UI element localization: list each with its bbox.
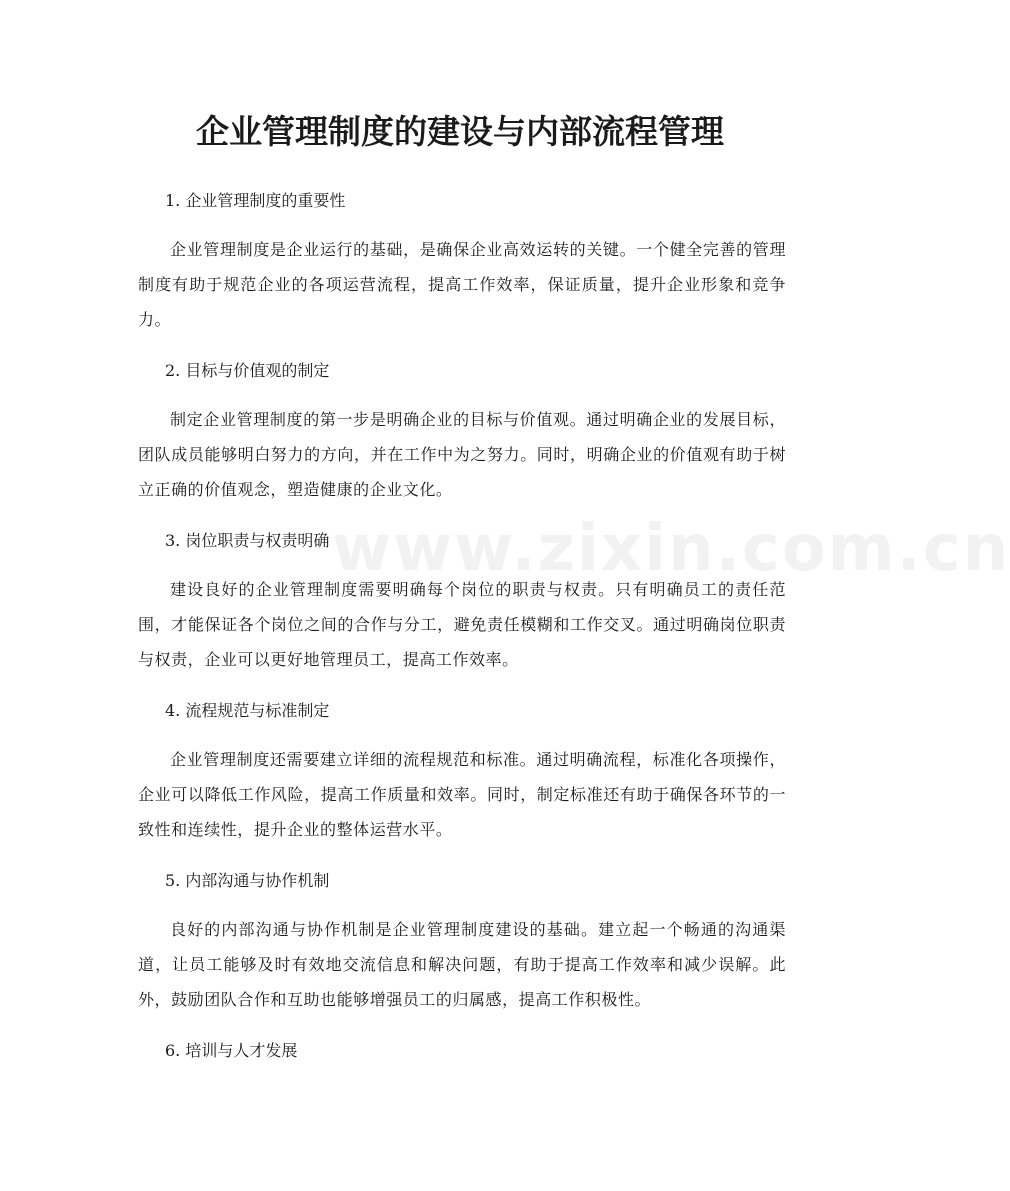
- section-paragraph-3: 建设良好的企业管理制度需要明确每个岗位的职责与权责。只有明确员工的责任范围，才能保证各个岗位之间的合作与分工，避免责任模糊和工作交叉。通过明确岗位职责与权责，企业可以更好地管理员工，提高工作效率。: [138, 580, 786, 669]
- section-heading-3: 3. 岗位职责与权责明确: [165, 531, 330, 550]
- section-paragraph-5: 良好的内部沟通与协作机制是企业管理制度建设的基础。建立起一个畅通的沟通渠道，让员工能够及时有效地交流信息和解决问题，有助于提高工作效率和减少误解。此外，鼓励团队合作和互助也能够增强员工的归属感，提高工作积极性。: [138, 920, 786, 1009]
- section-heading-6: 6. 培训与人才发展: [165, 1041, 298, 1060]
- section-heading-5: 5. 内部沟通与协作机制: [165, 871, 330, 890]
- section-paragraph-1: 企业管理制度是企业运行的基础，是确保企业高效运转的关键。一个健全完善的管理制度有助于规范企业的各项运营流程，提高工作效率，保证质量，提升企业形象和竞争力。: [138, 240, 786, 329]
- section-heading-1: 1. 企业管理制度的重要性: [165, 191, 346, 210]
- document-title: 企业管理制度的建设与内部流程管理: [196, 112, 724, 151]
- watermark: www.zixin.com.cn: [332, 512, 1010, 586]
- section-paragraph-2: 制定企业管理制度的第一步是明确企业的目标与价值观。通过明确企业的发展目标，团队成员能够明白努力的方向，并在工作中为之努力。同时，明确企业的价值观有助于树立正确的价值观念，塑造健康的企业文化。: [138, 410, 786, 499]
- section-paragraph-4: 企业管理制度还需要建立详细的流程规范和标准。通过明确流程，标准化各项操作，企业可以降低工作风险，提高工作质量和效率。同时，制定标准还有助于确保各环节的一致性和连续性，提升企业的整体运营水平。: [138, 750, 786, 839]
- section-heading-4: 4. 流程规范与标准制定: [165, 701, 330, 720]
- section-heading-2: 2. 目标与价值观的制定: [165, 361, 330, 380]
